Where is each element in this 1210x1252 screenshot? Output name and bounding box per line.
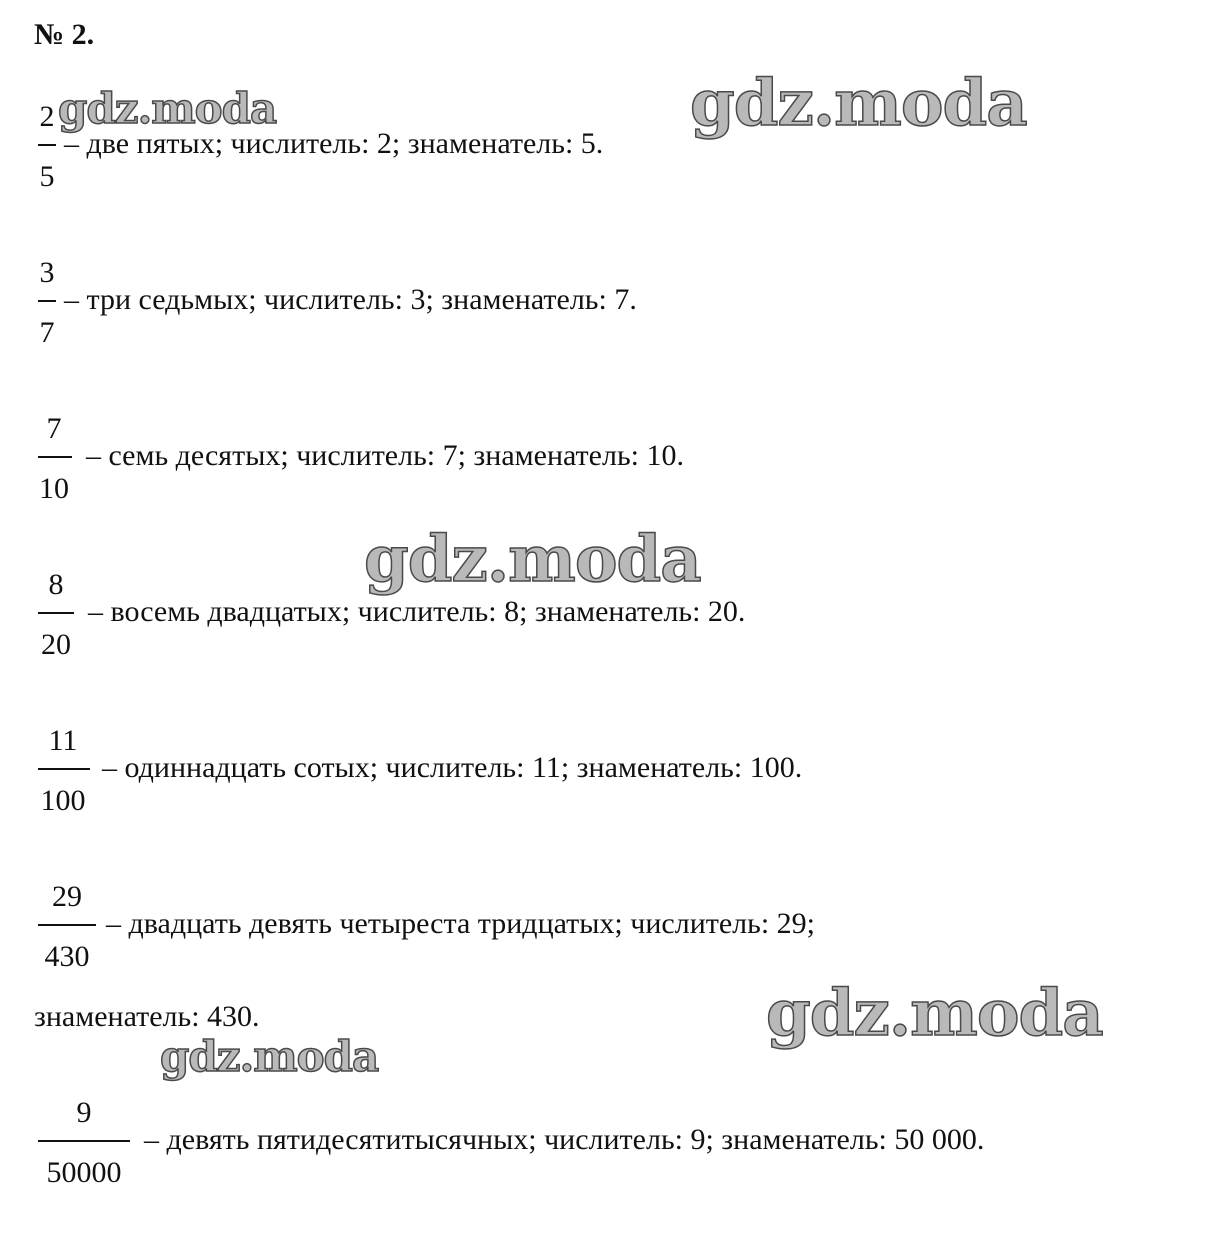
fraction-bar	[38, 300, 56, 302]
fraction-bar	[38, 768, 90, 770]
fraction-description: – семь десятых; числитель: 7; знаменатель: 10.	[86, 439, 684, 472]
numerator: 11	[48, 724, 78, 757]
problem-number: № 2.	[34, 18, 95, 51]
fraction-bar	[38, 612, 74, 614]
fraction-description: – девять пятидесятитысячных; числитель: 9; знаменатель: 50 000.	[144, 1123, 985, 1156]
fraction-description-continuation: знаменатель: 430.	[34, 1000, 260, 1033]
denominator: 10	[39, 472, 69, 505]
watermark-logo: gdz.moda	[766, 976, 1103, 1051]
numerator: 2	[39, 100, 55, 133]
denominator: 50000	[46, 1156, 122, 1189]
fraction-description: – две пятых; числитель: 2; знаменатель: 5.	[64, 127, 604, 160]
numerator: 3	[39, 256, 55, 289]
watermark-logo: gdz.moda	[58, 84, 277, 133]
fraction-row-5	[36, 724, 986, 834]
denominator: 100	[40, 784, 86, 817]
denominator: 7	[39, 316, 55, 349]
fraction-description: – восемь двадцатых; числитель: 8; знаменатель: 20.	[88, 595, 746, 628]
fraction-description: – одиннадцать сотых; числитель: 11; знаменатель: 100.	[102, 751, 803, 784]
fraction-description: – двадцать девять четыреста тридцатых; числитель: 29;	[106, 907, 815, 940]
watermark-logo: gdz.moda	[364, 522, 701, 597]
fraction-row-2	[36, 256, 936, 366]
watermark-logo: gdz.moda	[690, 66, 1027, 141]
denominator: 5	[39, 160, 55, 193]
fraction-bar	[38, 924, 96, 926]
fraction-bar	[38, 1140, 130, 1142]
fraction-row-3	[36, 412, 936, 522]
numerator: 9	[76, 1096, 92, 1129]
fraction-description: – три седьмых; числитель: 3; знаменатель: 7.	[64, 283, 637, 316]
fraction-row-7	[36, 1096, 1186, 1206]
denominator: 430	[44, 940, 90, 973]
numerator: 7	[46, 412, 62, 445]
fraction-row-6	[36, 880, 986, 990]
fraction-bar	[38, 456, 72, 458]
numerator: 8	[48, 568, 64, 601]
denominator: 20	[41, 628, 71, 661]
fraction-bar	[38, 144, 56, 146]
numerator: 29	[52, 880, 82, 913]
watermark-logo: gdz.moda	[160, 1032, 379, 1081]
